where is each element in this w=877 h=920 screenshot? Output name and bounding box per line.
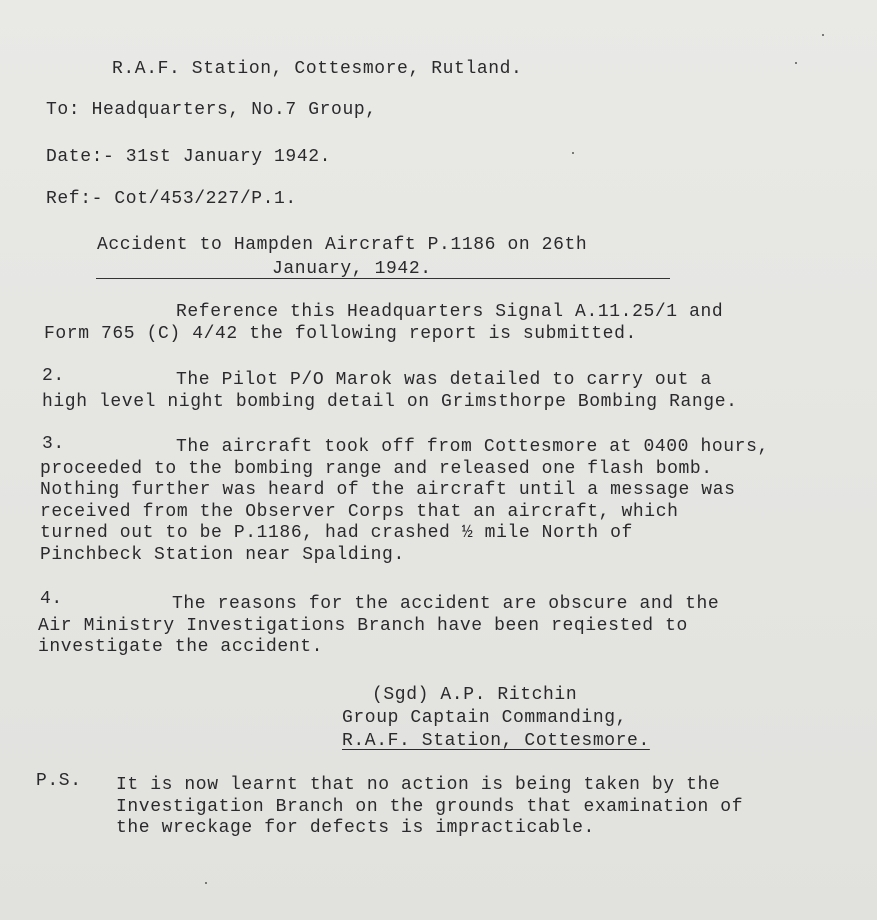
paragraph-2 [42,370,738,413]
paper-speck [795,62,797,64]
paragraph-1-line: Reference this Headquarters Signal A.11.25/1 and [176,302,724,322]
paragraph-4-number: 4. [40,589,63,609]
paper-speck [822,34,824,36]
signature-rank: Group Captain Commanding, [342,708,628,728]
paragraph-1 [44,302,723,345]
date-line: Date:- 31st January 1942. [46,147,332,167]
subject-line-1: Accident to Hampden Aircraft P.1186 on 26th [97,235,588,255]
paragraph-3-line: received from the Observer Corps that an aircraft, which [40,501,679,522]
paragraph-3-line: proceeded to the bombing range and released one flash bomb. [40,458,713,479]
paragraph-2-line: The Pilot P/O Marok was detailed to carry out a [176,370,712,390]
signature-station: R.A.F. Station, Cottesmore. [342,731,650,751]
paragraph-2-number: 2. [42,366,65,386]
postscript-line: the wreckage for defects is impracticable. [116,818,595,838]
paragraph-4-line: The reasons for the accident are obscure and the [172,594,720,614]
paragraph-2-line: high level night bombing detail on Grimsthorpe Bombing Range. [42,391,738,412]
subject-underline [96,278,670,279]
paragraph-3-line: Nothing further was heard of the aircraft until a message was [40,480,736,500]
ref-line: Ref:- Cot/453/227/P.1. [46,189,297,209]
postscript-line: It is now learnt that no action is being taken by the [116,775,721,795]
postscript [116,775,743,840]
subject-line-2: January, 1942. [272,259,432,279]
paragraph-4 [38,594,719,659]
station-line: R.A.F. Station, Cottesmore, Rutland. [112,59,523,79]
paragraph-3 [40,437,769,566]
paragraph-3-number: 3. [42,434,65,454]
paper-speck [572,152,574,154]
paragraph-3-line: Pinchbeck Station near Spalding. [40,544,405,565]
paragraph-1-line: Form 765 (C) 4/42 the following report is submitted. [44,323,637,344]
postscript-line: Investigation Branch on the grounds that examination of [116,796,744,817]
paragraph-3-line: The aircraft took off from Cottesmore at 0400 hours, [176,437,769,457]
paragraph-4-line: investigate the accident. [38,637,324,657]
paragraph-3-line: turned out to be P.1186, had crashed ½ mile North of [40,523,633,543]
postscript-label: P.S. [36,771,82,791]
paragraph-4-line: Air Ministry Investigations Branch have been reqiested to [38,615,688,636]
signature-name: (Sgd) A.P. Ritchin [372,685,578,705]
to-line: To: Headquarters, No.7 Group, [46,100,377,120]
paper-speck [205,882,207,884]
